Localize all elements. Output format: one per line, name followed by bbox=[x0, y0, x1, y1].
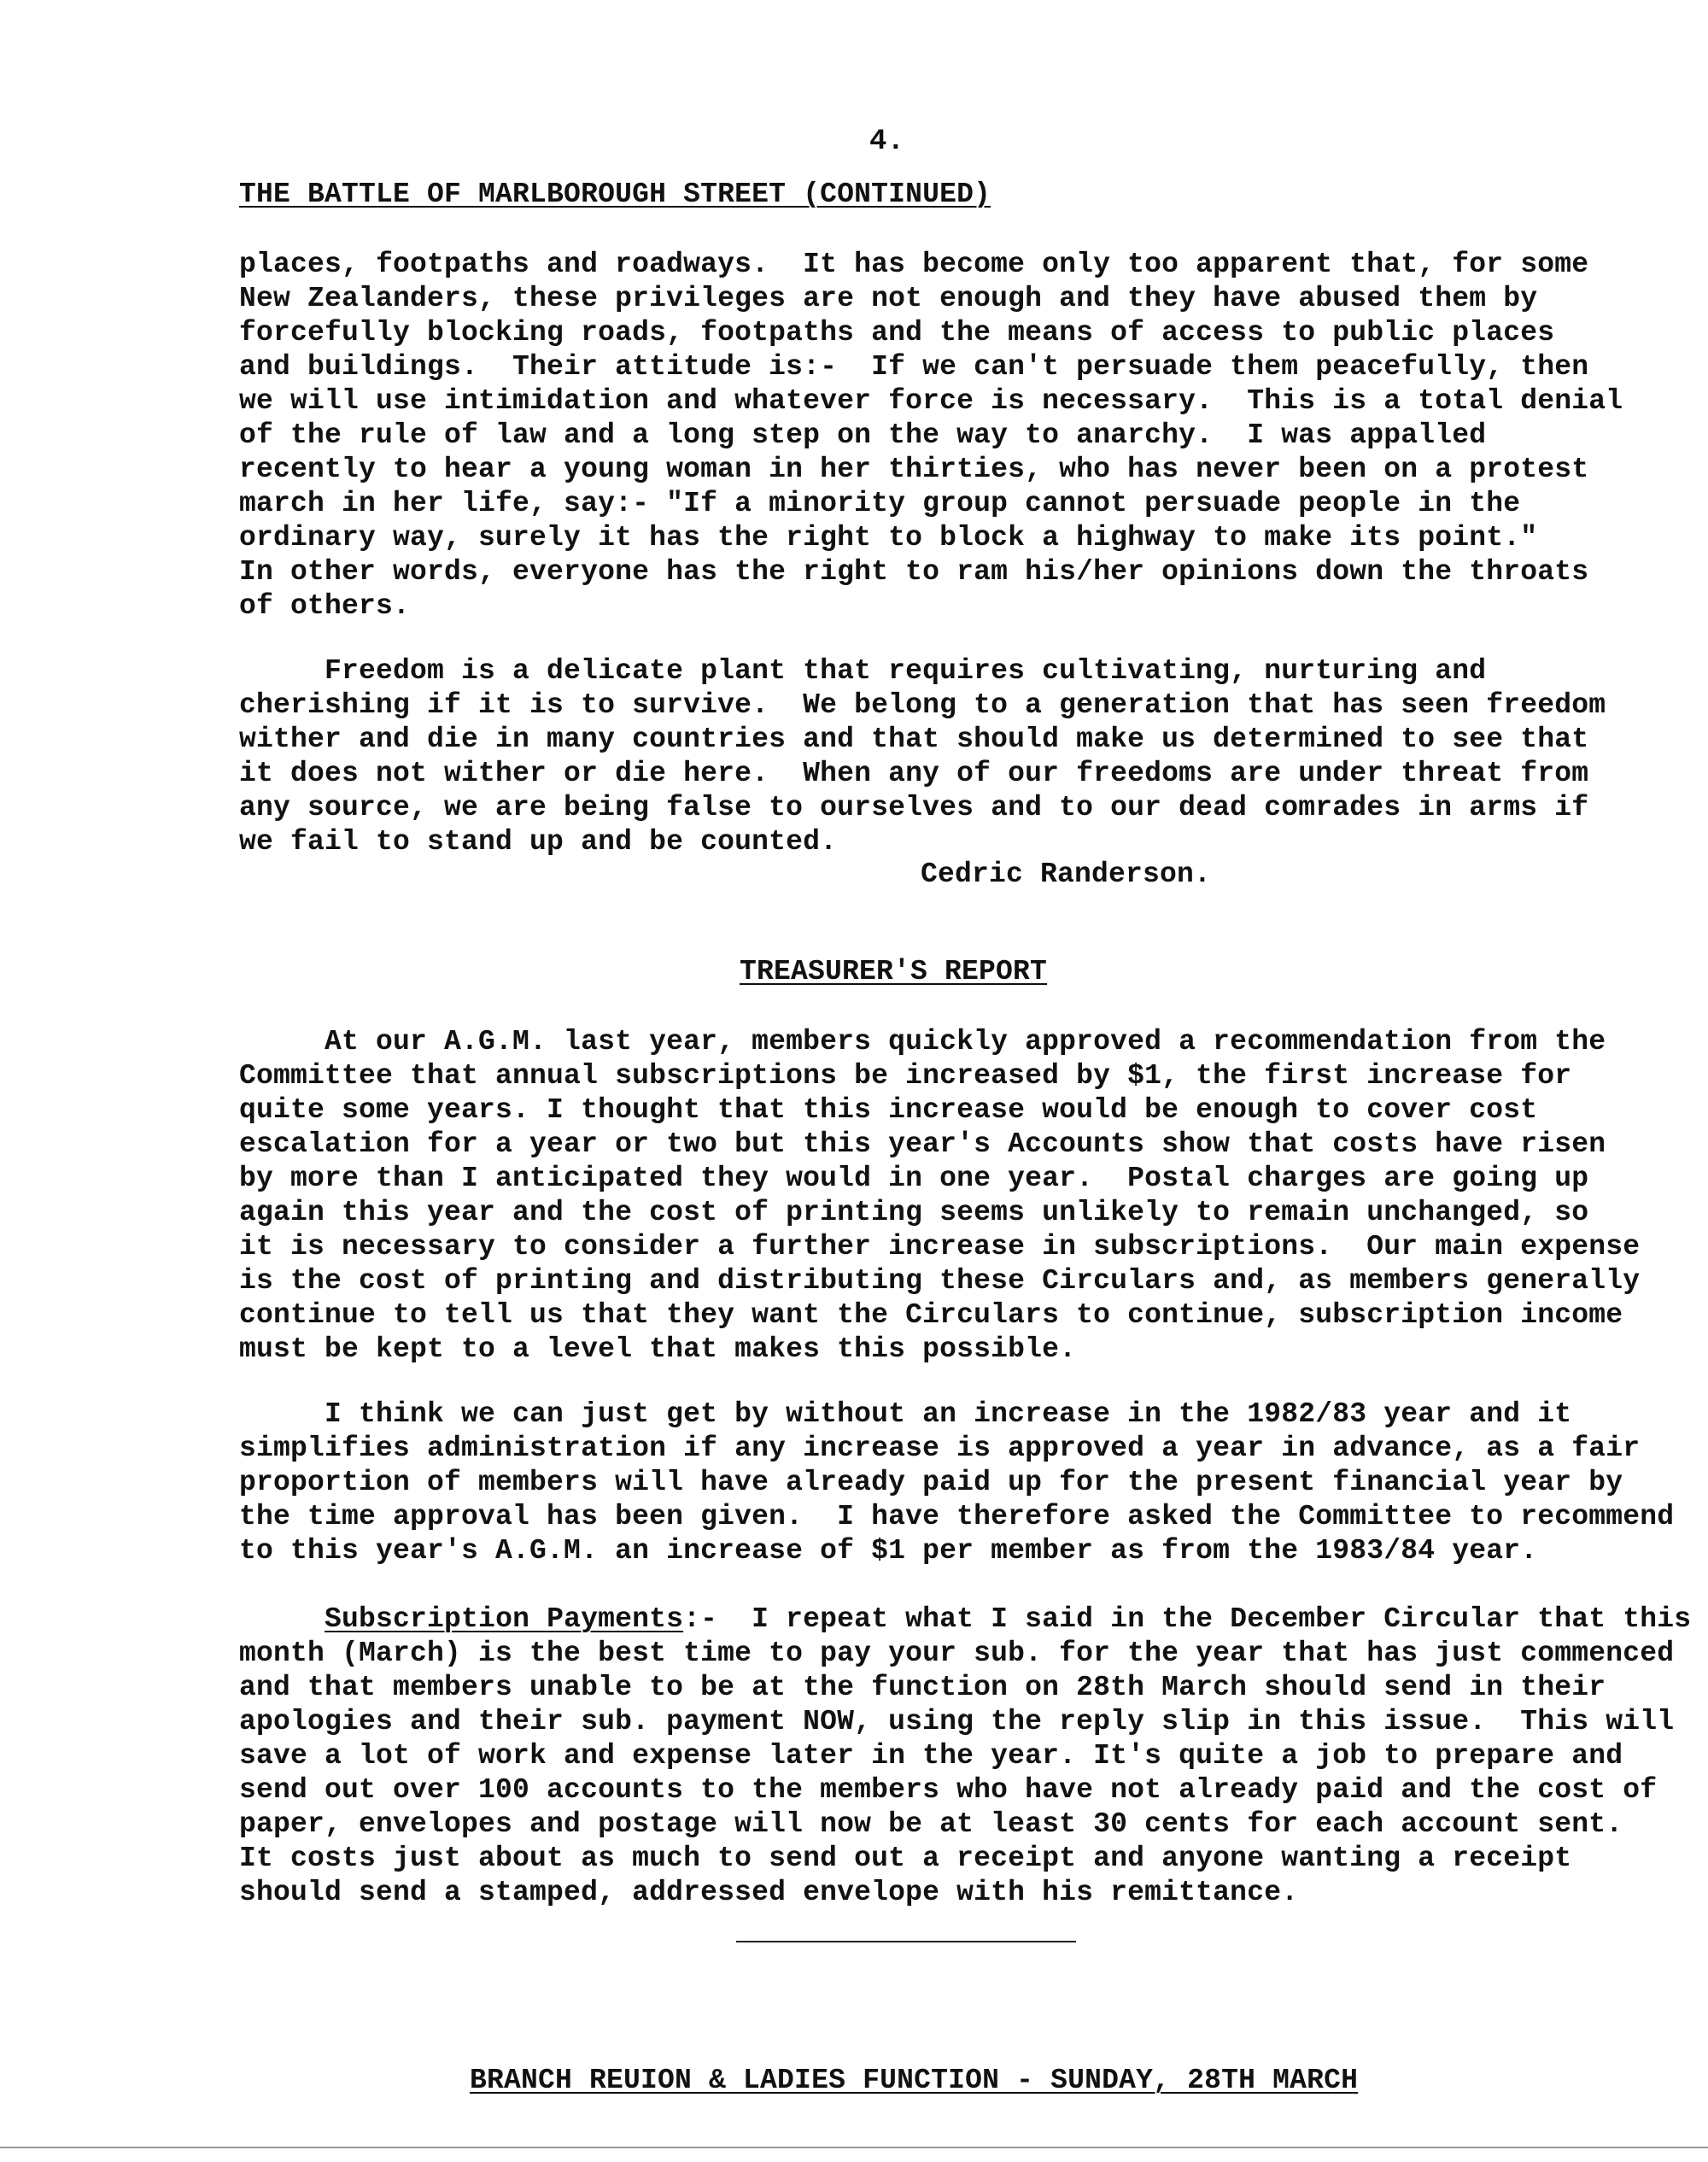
subscription-first-line: :- I repeat what I said in the December Circular that this bbox=[683, 1603, 1692, 1635]
battle-paragraph-2: Freedom is a delicate plant that requires cultivating, nurturing and cherishing if it is to survive. We belong to a generation that has seen freedom wither and die in many countries and that should make us determined to see that it does not wither or die here. When any of our freedoms are under threat from any source, we are being false to ourselves and to our dead comrades in arms if we fail to stand up and be counted. bbox=[239, 655, 1606, 858]
section-heading-battle: THE BATTLE OF MARLBOROUGH STREET (CONTINUED) bbox=[239, 179, 991, 210]
battle-paragraph-1: places, footpaths and roadways. It has become only too apparent that, for some New Zealanders, these privileges are not enough and they have abused them by forcefully blocking roads, footpaths and the means of access to public places and buildings. Their attitude is:- If we can't persuade them peacefully, then we will use intimidation and whatever force is necessary. This is a total denial of the rule of law and a long step on the way to anarchy. I was appalled recently to hear a young woman in her thirties, who has never been on a protest march in her life, say:- "If a minority group cannot persuade people in the ordinary way, surely it has the right to block a highway to make its point." In other words, everyone has the right to ram his/her opinions down the throats of others. bbox=[239, 249, 1623, 622]
author-signature: Cedric Randerson. bbox=[921, 858, 1212, 890]
section-divider bbox=[736, 1941, 1076, 1942]
subscription-payments-label: Subscription Payments bbox=[325, 1603, 684, 1635]
section-heading-branch: BRANCH REUION & LADIES FUNCTION - SUNDAY, 28TH MARCH bbox=[470, 2065, 1359, 2096]
subscription-paragraph-rest: month (March) is the best time to pay your sub. for the year that has just commenced and that members unable to be at the function on 28th March should send in their apologies and their sub. payment NOW, using the reply slip in this issue. This will save a lot of work and expense later in the year. It's quite a job to prepare and send out over 100 accounts to the members who have not already paid and the cost of paper, envelopes and postage will now be at least 30 cents for each account sent. It costs just about as much to send out a receipt and anyone wanting a receipt should send a stamped, addressed envelope with his remittance. bbox=[239, 1638, 1675, 1908]
page-bottom-rule bbox=[0, 2147, 1708, 2148]
subscription-paragraph bbox=[239, 1602, 1691, 1637]
treasurer-paragraph-1: At our A.G.M. last year, members quickly approved a recommendation from the Committee that annual subscriptions be increased by $1, the first increase for quite some years. I thought that this increase would be enough to cover cost escalation for a year or two but this year's Accounts show that costs have risen by more than I anticipated they would in one year. Postal charges are going up again this year and the cost of printing seems unlikely to remain unchanged, so it is necessary to consider a further increase in subscriptions. Our main expense is the cost of printing and distributing these Circulars and, as members generally continue to tell us that they want the Circulars to continue, subscription income must be kept to a level that makes this possible. bbox=[239, 1026, 1641, 1365]
section-heading-treasurer: TREASURER'S REPORT bbox=[740, 956, 1048, 987]
treasurer-paragraph-2: I think we can just get by without an increase in the 1982/83 year and it simplifies administration if any increase is approved a year in advance, as a fair proportion of members will have already paid up for the present financial year by the time approval has been given. I have therefore asked the Committee to recommend to this year's A.G.M. an increase of $1 per member as from the 1983/84 year. bbox=[239, 1398, 1675, 1567]
page-number: 4. bbox=[869, 126, 905, 158]
